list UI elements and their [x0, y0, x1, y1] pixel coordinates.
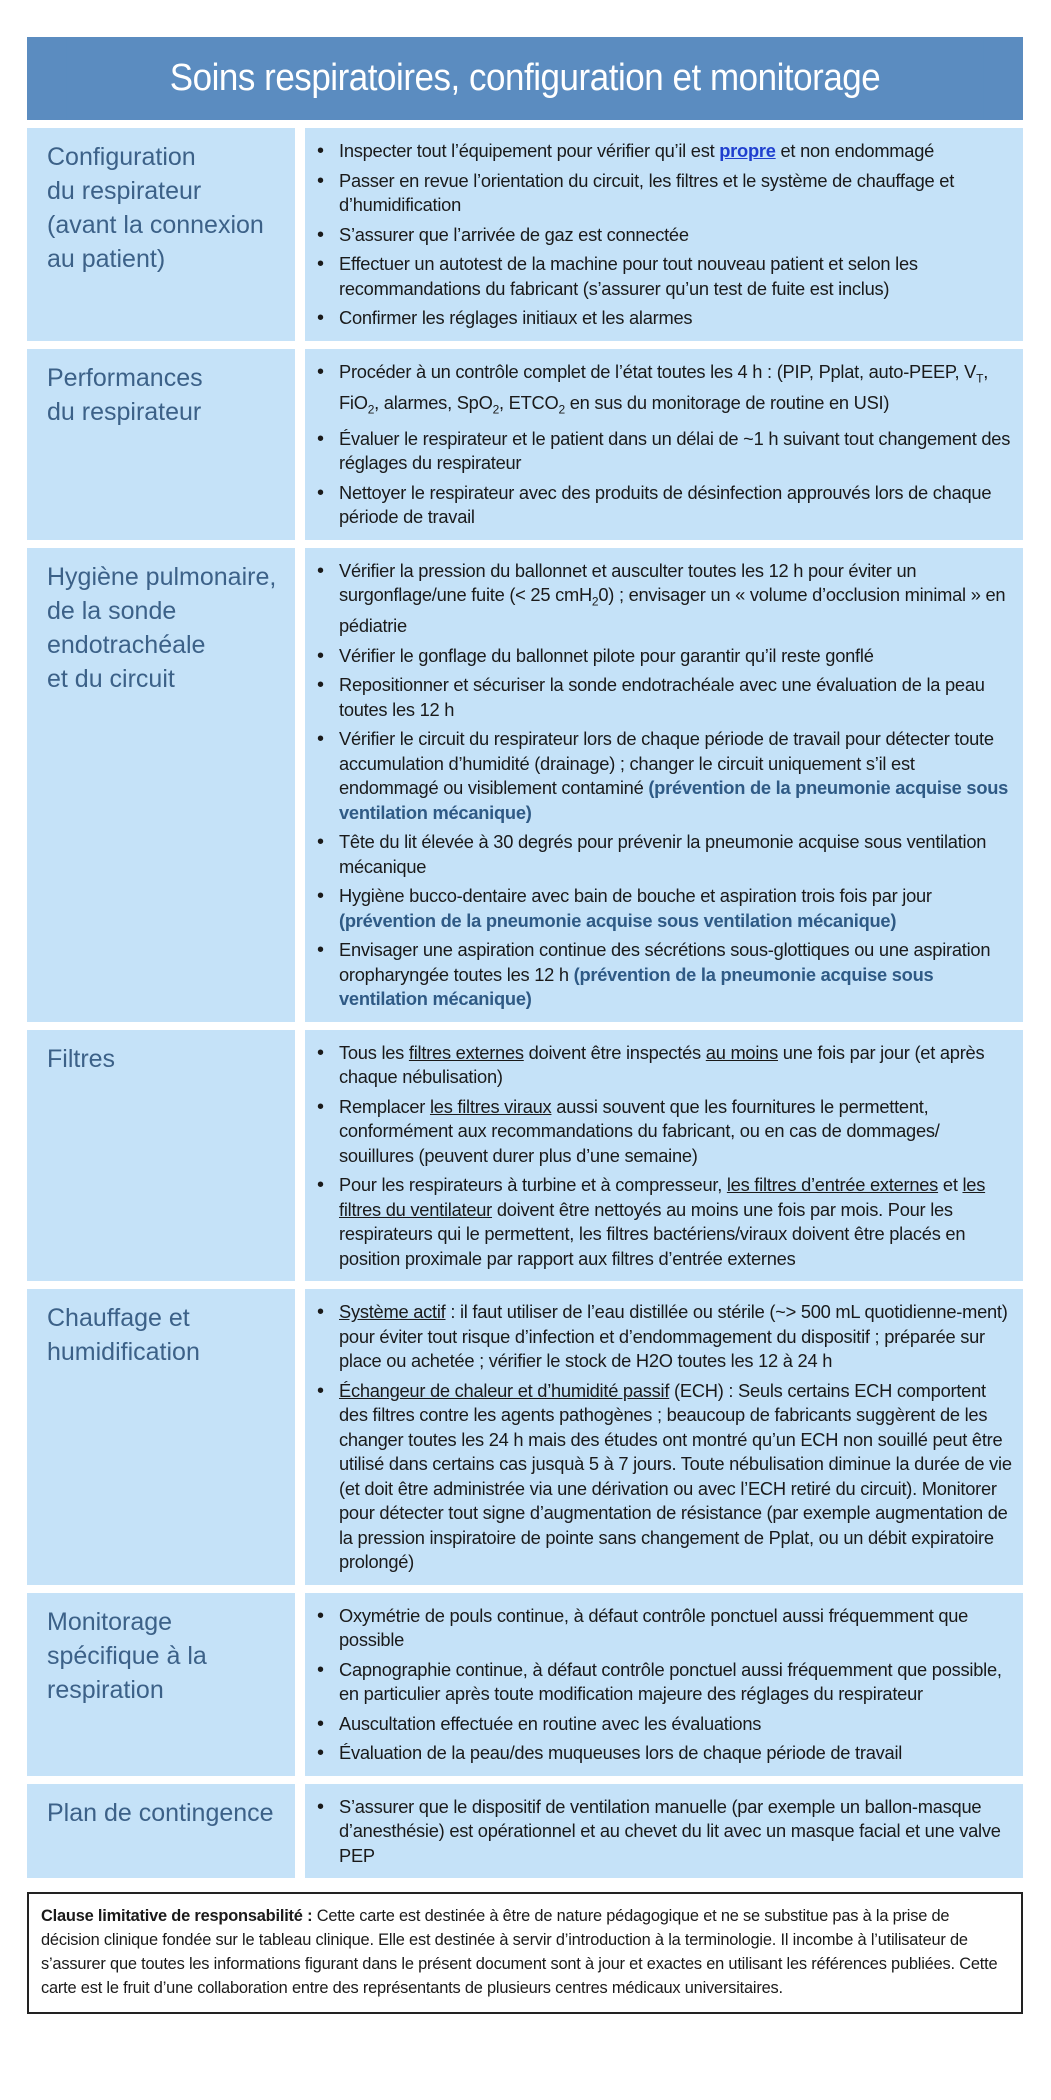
section-body	[305, 1593, 1023, 1776]
item-text: Effectuer un autotest de la machine pour tout nouveau patient et selon les recommandations du fabricant (s’assurer qu’un test de fuite est inclus)	[339, 253, 918, 299]
item-text: Vérifier le gonflage du ballonnet pilote pour garantir qu’il reste gonflé	[339, 644, 874, 666]
section-body	[305, 1784, 1023, 1879]
subscript-text: 2	[591, 594, 599, 609]
section-row-hygiene-pulmonaire-de	[27, 548, 1023, 1022]
underlined-text: les filtres d’entrée externes	[726, 1174, 939, 1196]
section-body	[305, 1289, 1023, 1585]
section-row-plan-de-contingence	[27, 1784, 1023, 1879]
item-text: Confirmer les réglages initiaux et les alarmes	[339, 307, 693, 328]
item-text: (ECH) : Seuls certains ECH comportent des filtres contre les agents pathogènes ; beaucoup de fabricants suggèrent de les changer toutes les 24 h mais des études ont montré qu’un ECH non souillé peut être utilisé dans certains cas jusquà 5 à 7 jours. Toute nébulisation diminue la durée de vie (et doit être administrée via une dérivation ou avec l’ECH retiré du circuit). Monitorer pour détecter tout signe d’augmentation de résistance (par exemple augmentation de la pression inspiratoire de pointe sans changement de Pplat, ou un débit expiratoire prolongé)	[339, 1379, 1012, 1573]
item-text: doivent être nettoyés au moins une fois par mois. Pour les respirateurs qui le permettent, les filtres bactériens/viraux doivent être placés en position proximale par rapport aux filtres d’entrée externes	[339, 1198, 966, 1269]
emphasis-text: (prévention de la pneumonie acquise sous ventilation mécanique)	[339, 963, 934, 1010]
list-item	[313, 938, 1013, 1012]
disclaimer-box	[27, 1892, 1023, 2014]
item-text: Vérifier le circuit du respirateur lors de chaque période de travail pour détecter toute accumulation d’humidité (drainage) ; changer le circuit uniquement s’il est endommagé ou visiblement contaminé	[339, 728, 994, 799]
item-text: Nettoyer le respirateur avec des produits de désinfection approuvés lors de chaque période de travail	[339, 481, 992, 528]
reference-card	[27, 37, 1023, 2014]
item-text: Repositionner et sécuriser la sonde endotrachéale avec une évaluation de la peau toutes les 12 h	[339, 674, 985, 720]
item-text: , alarmes, SpO	[374, 391, 493, 413]
section-label: Plan de contingence	[27, 1784, 295, 1879]
item-text: Procéder à un contrôle complet de l’état toutes les 4 h : (PIP, Pplat, auto-PEEP, V	[339, 360, 977, 382]
item-text: Tête du lit élevée à 30 degrés pour prévenir la pneumonie acquise sous ventilation mécanique	[339, 831, 987, 877]
section-row-monitorage-specifique-a	[27, 1593, 1023, 1776]
bullet-list	[313, 1041, 1013, 1272]
item-text: 0) ; envisager un « volume d’occlusion minimal » en pédiatrie	[339, 584, 1006, 637]
list-item	[313, 1604, 1013, 1653]
item-text: Évaluer le respirateur et le patient dans un délai de ~1 h suivant tout changement des réglages du respirateur	[339, 427, 1011, 474]
list-item	[313, 884, 1013, 933]
list-item	[313, 1795, 1013, 1869]
underlined-text: Échangeur de chaleur et d’humidité passif	[339, 1379, 670, 1401]
item-text: : il faut utiliser de l’eau distillée ou stérile (~> 500 mL quotidienne-ment) pour éviter tout risque d’infection et d’endommagement du dispositif ; préparée sur place ou achetée ; vérifier le stock de H2O toutes les 12 à 24 h	[339, 1301, 1008, 1372]
list-item	[313, 1300, 1013, 1374]
bullet-list	[313, 1300, 1013, 1575]
bullet-list	[313, 1795, 1013, 1869]
section-row-performances-du-respirateur	[27, 349, 1023, 540]
item-text: S’assurer que le dispositif de ventilation manuelle (par exemple un ballon-masque d’anesthésie) est opérationnel et au chevet du lit avec un masque facial et une valve PEP	[339, 1795, 1001, 1866]
item-text: Inspecter tout l’équipement pour vérifier qu’il est	[339, 140, 720, 161]
section-label: Performances du respirateur	[27, 349, 295, 540]
sections-table	[27, 128, 1023, 1878]
item-text: Remplacer	[339, 1095, 430, 1117]
item-text: une fois par jour (et après chaque nébulisation)	[339, 1041, 985, 1088]
section-label: Chauffage et humidification	[27, 1289, 295, 1585]
item-text: Pour les respirateurs à turbine et à compresseur,	[339, 1174, 727, 1196]
item-text: en sus du monitorage de routine en USI)	[564, 391, 890, 413]
section-label: Filtres	[27, 1030, 295, 1282]
list-item	[313, 481, 1013, 530]
list-item	[313, 1173, 1013, 1271]
item-text: Capnographie continue, à défaut contrôle ponctuel aussi fréquemment que possible, en particulier après toute modification majeure des réglages du respirateur	[339, 1658, 1002, 1705]
list-item	[313, 830, 1013, 879]
emphasis-text: (prévention de la pneumonie acquise sous ventilation mécanique)	[339, 777, 1009, 823]
item-text: doivent être inspectés	[523, 1041, 706, 1063]
item-text: et	[938, 1174, 963, 1196]
link-propre[interactable]: propre	[719, 140, 776, 161]
list-item	[313, 1095, 1013, 1169]
section-body	[305, 128, 1023, 341]
section-row-configuration-du-respirateur	[27, 128, 1023, 341]
underlined-text: filtres externes	[408, 1041, 524, 1063]
bullet-list	[313, 360, 1013, 530]
bullet-list	[313, 559, 1013, 1012]
item-text: , FiO	[339, 360, 989, 413]
list-item	[313, 673, 1013, 722]
subscript-text: 2	[367, 402, 375, 417]
section-row-chauffage-et-humidification	[27, 1289, 1023, 1585]
bullet-list	[313, 139, 1013, 331]
item-text: Évaluation de la peau/des muqueuses lors de chaque période de travail	[339, 1742, 903, 1764]
item-text: et non endommagé	[775, 140, 935, 161]
item-text: Hygiène bucco-dentaire avec bain de bouche et aspiration trois fois par jour	[339, 885, 932, 907]
section-label: Hygiène pulmonaire, de la sonde endotrachéale et du circuit	[27, 548, 295, 1022]
list-item	[313, 306, 1013, 331]
section-label: Monitorage spécifique à la respiration	[27, 1593, 295, 1776]
subscript-text: 2	[558, 402, 565, 417]
list-item	[313, 1712, 1013, 1737]
subscript-text: T	[976, 371, 984, 386]
section-row-filtres	[27, 1030, 1023, 1282]
section-body	[305, 1030, 1023, 1282]
list-item	[313, 169, 1013, 218]
underlined-text: les filtres du ventilateur	[339, 1174, 986, 1220]
disclaimer-text: Cette carte est destinée à être de nature pédagogique et ne se substitue pas à la prise de décision clinique fondée sur le tableau clinique. Elle est destinée à servir d’introduction à la terminologie. Il incombe à l’utilisateur de s’assurer que toutes les informations figurant dans le présent document sont à jour et exactes en utilisant les références publiées. Cette carte est le fruit d’une collaboration entre des représentants de plusieurs centres médicaux universitaires.	[41, 1907, 998, 1998]
item-text: Tous les	[339, 1041, 409, 1063]
list-item	[313, 139, 1013, 164]
section-body	[305, 349, 1023, 540]
page-title: Soins respiratoires, configuration et monitorage	[67, 37, 983, 120]
section-body	[305, 548, 1023, 1022]
item-text: Oxymétrie de pouls continue, à défaut contrôle ponctuel aussi fréquemment que possible	[339, 1604, 969, 1651]
item-text: Vérifier la pression du ballonnet et ausculter toutes les 12 h pour éviter un surgonflage/une fuite (< 25 cmH	[339, 559, 917, 606]
list-item	[313, 360, 1013, 422]
underlined-text: au moins	[705, 1041, 778, 1063]
list-item	[313, 1658, 1013, 1707]
list-item	[313, 1041, 1013, 1090]
item-text: S’assurer que l’arrivée de gaz est connectée	[339, 223, 689, 245]
list-item	[313, 1379, 1013, 1575]
section-label: Configuration du respirateur (avant la connexion au patient)	[27, 128, 295, 341]
item-text: , ETCO	[499, 391, 559, 413]
item-text: Passer en revue l’orientation du circuit, les filtres et le système de chauffage et d’humidification	[339, 169, 955, 215]
item-text: Auscultation effectuée en routine avec les évaluations	[339, 1712, 762, 1734]
list-item	[313, 427, 1013, 476]
subscript-text: 2	[492, 402, 499, 417]
underlined-text: Système actif	[339, 1301, 446, 1323]
list-item	[313, 1741, 1013, 1766]
underlined-text: les filtres viraux	[429, 1095, 552, 1117]
title-bar	[27, 37, 1023, 120]
list-item	[313, 559, 1013, 639]
list-item	[313, 644, 1013, 669]
list-item	[313, 727, 1013, 825]
disclaimer-label: Clause limitative de responsabilité :	[41, 1907, 313, 1926]
list-item	[313, 252, 1013, 301]
item-text: aussi souvent que les fournitures le permettent, conformément aux recommandations du fabricant, ou en cas de dommages/ souillures (peuvent durer plus d’une semaine)	[339, 1095, 940, 1166]
list-item	[313, 223, 1013, 248]
bullet-list	[313, 1604, 1013, 1766]
emphasis-text: (prévention de la pneumonie acquise sous ventilation mécanique)	[339, 909, 897, 931]
item-text: Envisager une aspiration continue des sécrétions sous-glottiques ou une aspiration oropharyngée toutes les 12 h	[339, 939, 991, 985]
